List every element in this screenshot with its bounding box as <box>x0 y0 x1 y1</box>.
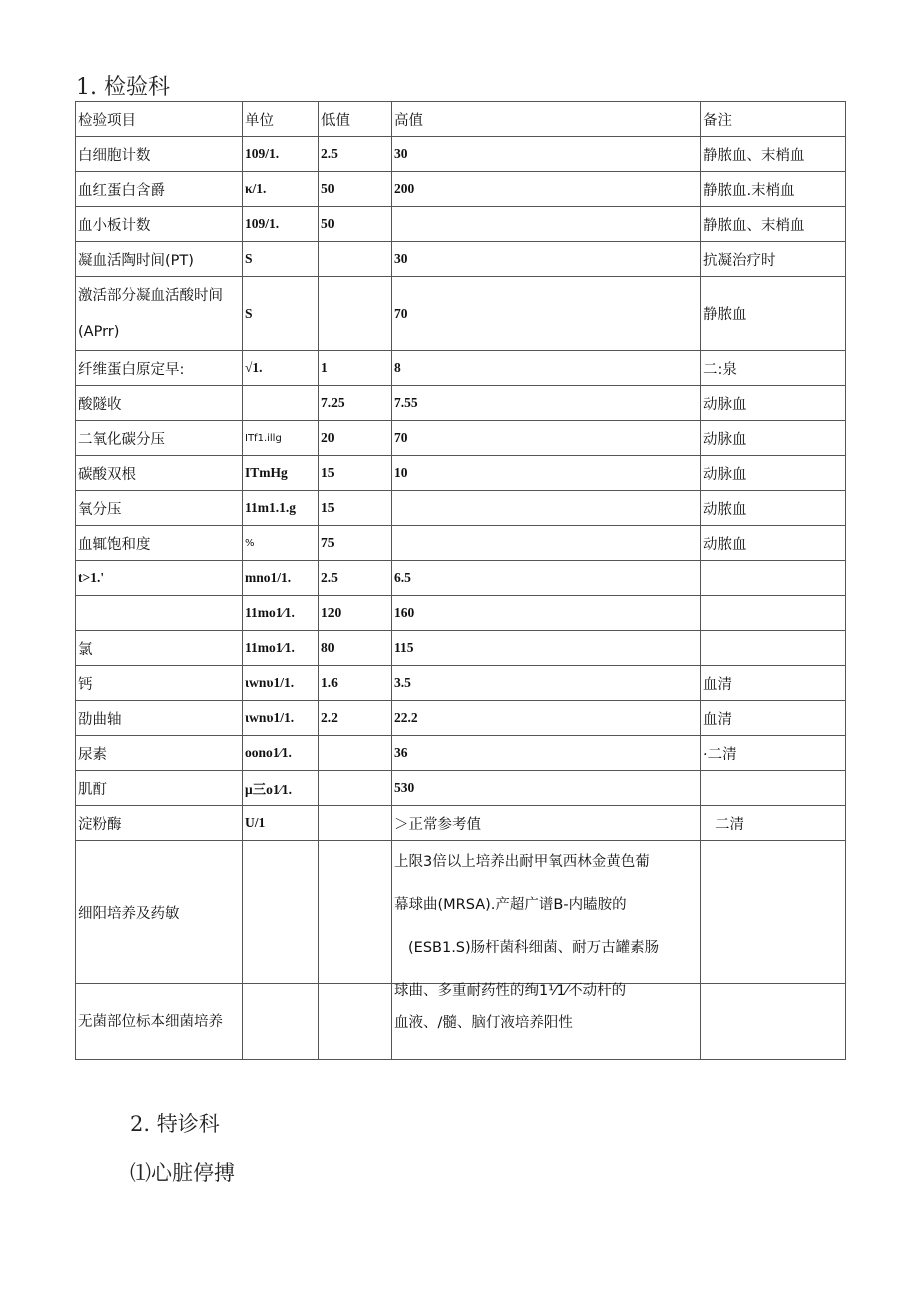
table-row <box>76 277 846 351</box>
cell-high <box>392 841 701 999</box>
cell-low: 50 <box>319 207 392 242</box>
cell-unit: S <box>243 277 319 351</box>
cell-low: 2.5 <box>319 137 392 172</box>
culture-line: 上限3倍以上培养出耐甲氧西林金黄色葡 <box>394 854 650 870</box>
cell-unit: κ/1. <box>243 172 319 207</box>
culture-line: 球曲、多重耐药性的绚1⅟1⁄不动杆的 <box>394 983 627 999</box>
cell-high: 3.5 <box>392 666 701 701</box>
cell-note: 血清 <box>701 701 846 736</box>
cell-unit: S <box>243 242 319 277</box>
cell-item: 血辄饱和度 <box>76 526 243 561</box>
header-item: 检验项目 <box>76 102 243 137</box>
cell-note <box>701 771 846 806</box>
cell-unit <box>243 984 319 1060</box>
cell-high: 10 <box>392 456 701 491</box>
cell-high: 36 <box>392 736 701 771</box>
table-row <box>76 771 846 806</box>
table-header-row <box>76 102 846 137</box>
header-low: 低值 <box>319 102 392 137</box>
table-row <box>76 631 846 666</box>
cell-low: 120 <box>319 596 392 631</box>
cell-item: 二氧化碳分压 <box>76 421 243 456</box>
cell-high: 30 <box>392 137 701 172</box>
cell-low <box>319 771 392 806</box>
cell-item: 氧分压 <box>76 491 243 526</box>
cell-low: 1.6 <box>319 666 392 701</box>
cell-low: 75 <box>319 526 392 561</box>
cell-item: 无菌部位标本细菌培养 <box>76 984 243 1060</box>
cell-item: 血小板计数 <box>76 207 243 242</box>
table-row <box>76 421 846 456</box>
cell-high: 530 <box>392 771 701 806</box>
cell-high: 70 <box>392 421 701 456</box>
cell-note: 静脓血.末梢血 <box>701 172 846 207</box>
cell-low <box>319 984 392 1060</box>
cell-high: 70 <box>392 277 701 351</box>
table-row <box>76 526 846 561</box>
cell-item: 纤维蛋白原定早: <box>76 351 243 386</box>
cell-item: 劭曲轴 <box>76 701 243 736</box>
cell-high: 200 <box>392 172 701 207</box>
cell-low <box>319 806 392 841</box>
cell-unit: ITf1.illg <box>243 421 319 456</box>
cell-high: 血液、/髓、脑仃液培养阳性 <box>392 984 701 1060</box>
header-high: 高值 <box>392 102 701 137</box>
cell-unit <box>243 841 319 984</box>
cell-unit: μ三o1⁄1. <box>243 771 319 806</box>
culture-line: (ESB1.S)肠杆菌科细菌、耐万古罐素肠 <box>408 940 660 956</box>
table-row <box>76 207 846 242</box>
table-row <box>76 137 846 172</box>
cell-high <box>392 207 701 242</box>
table-row <box>76 456 846 491</box>
table-row <box>76 242 846 277</box>
cell-note: 二:泉 <box>701 351 846 386</box>
cell-note: 血清 <box>701 666 846 701</box>
cell-note <box>701 596 846 631</box>
cell-high: ＞正常参考值 <box>392 806 701 841</box>
cell-item: 激活部分凝血活酸时间(APrr) <box>76 277 243 351</box>
table-row <box>76 351 846 386</box>
table-row <box>76 561 846 596</box>
cell-unit: oono1⁄1. <box>243 736 319 771</box>
table-row <box>76 666 846 701</box>
cell-note: 二清 <box>701 806 846 841</box>
cell-low: 2.5 <box>319 561 392 596</box>
cell-note: 静脓血、末梢血 <box>701 207 846 242</box>
subsection-cardiac-arrest: ⑴心脏停搏 <box>130 1161 235 1185</box>
cell-low: 50 <box>319 172 392 207</box>
cell-item: 血红蛋白含爵 <box>76 172 243 207</box>
cell-item: 肌酊 <box>76 771 243 806</box>
table-row <box>76 596 846 631</box>
table-row <box>76 736 846 771</box>
table-row <box>76 701 846 736</box>
cell-low <box>319 841 392 984</box>
section-title-lab: 1. 检验科 <box>76 75 170 100</box>
cell-item <box>76 596 243 631</box>
cell-unit: 109/1. <box>243 207 319 242</box>
cell-high: 115 <box>392 631 701 666</box>
table-row <box>76 491 846 526</box>
cell-high: 30 <box>392 242 701 277</box>
cell-unit: 11mo1⁄1. <box>243 631 319 666</box>
section-title-special: 2. 特诊科 <box>130 1112 220 1136</box>
cell-high: 6.5 <box>392 561 701 596</box>
cell-low <box>319 242 392 277</box>
table-row <box>76 386 846 421</box>
cell-low: 15 <box>319 456 392 491</box>
cell-note: 抗凝治疗时 <box>701 242 846 277</box>
table-row-culture <box>76 841 846 984</box>
cell-item: 酸隧收 <box>76 386 243 421</box>
cell-unit <box>243 386 319 421</box>
cell-low: 2.2 <box>319 701 392 736</box>
cell-unit: U/1 <box>243 806 319 841</box>
cell-high: 22.2 <box>392 701 701 736</box>
cell-unit: 109/1. <box>243 137 319 172</box>
cell-item: 凝血活陶时间(PT) <box>76 242 243 277</box>
cell-note: ·二清 <box>701 736 846 771</box>
cell-unit: mno1/1. <box>243 561 319 596</box>
cell-low: 7.25 <box>319 386 392 421</box>
header-note: 备注 <box>701 102 846 137</box>
cell-note: 动脉血 <box>701 421 846 456</box>
cell-note: 动脉血 <box>701 456 846 491</box>
cell-note <box>701 561 846 596</box>
cell-unit: √1. <box>243 351 319 386</box>
lab-critical-values-table <box>75 101 846 1060</box>
cell-note <box>701 841 846 984</box>
cell-note: 静脓血 <box>701 277 846 351</box>
cell-item: 氯 <box>76 631 243 666</box>
cell-low: 20 <box>319 421 392 456</box>
cell-note: 动脓血 <box>701 491 846 526</box>
cell-unit: ITmHg <box>243 456 319 491</box>
cell-unit: 11m1.1.g <box>243 491 319 526</box>
cell-low <box>319 277 392 351</box>
cell-item: 细阳培养及药敏 <box>76 841 243 984</box>
cell-note <box>701 984 846 1060</box>
cell-item: 尿素 <box>76 736 243 771</box>
cell-item: 钙 <box>76 666 243 701</box>
cell-high: 8 <box>392 351 701 386</box>
cell-unit: ιwnυ1/1. <box>243 701 319 736</box>
cell-note: 静脓血、末梢血 <box>701 137 846 172</box>
cell-unit: 11mo1⁄1. <box>243 596 319 631</box>
header-unit: 单位 <box>243 102 319 137</box>
table-row <box>76 806 846 841</box>
cell-high: 160 <box>392 596 701 631</box>
cell-high: 7.55 <box>392 386 701 421</box>
cell-item: 淀粉酶 <box>76 806 243 841</box>
cell-note: 动脉血 <box>701 386 846 421</box>
cell-low <box>319 736 392 771</box>
cell-low: 80 <box>319 631 392 666</box>
cell-high <box>392 526 701 561</box>
cell-low: 1 <box>319 351 392 386</box>
cell-note: 动脓血 <box>701 526 846 561</box>
culture-criteria-text <box>394 841 698 999</box>
cell-item: t>1.' <box>76 561 243 596</box>
cell-low: 15 <box>319 491 392 526</box>
culture-line: 幕球曲(MRSA).产超广谱B-内瞌胺的 <box>394 897 627 913</box>
cell-high <box>392 491 701 526</box>
cell-item: 白细胞计数 <box>76 137 243 172</box>
cell-unit: ιwnυ1/1. <box>243 666 319 701</box>
cell-item: 碳酸双根 <box>76 456 243 491</box>
table-row <box>76 172 846 207</box>
cell-unit: % <box>243 526 319 561</box>
cell-note <box>701 631 846 666</box>
